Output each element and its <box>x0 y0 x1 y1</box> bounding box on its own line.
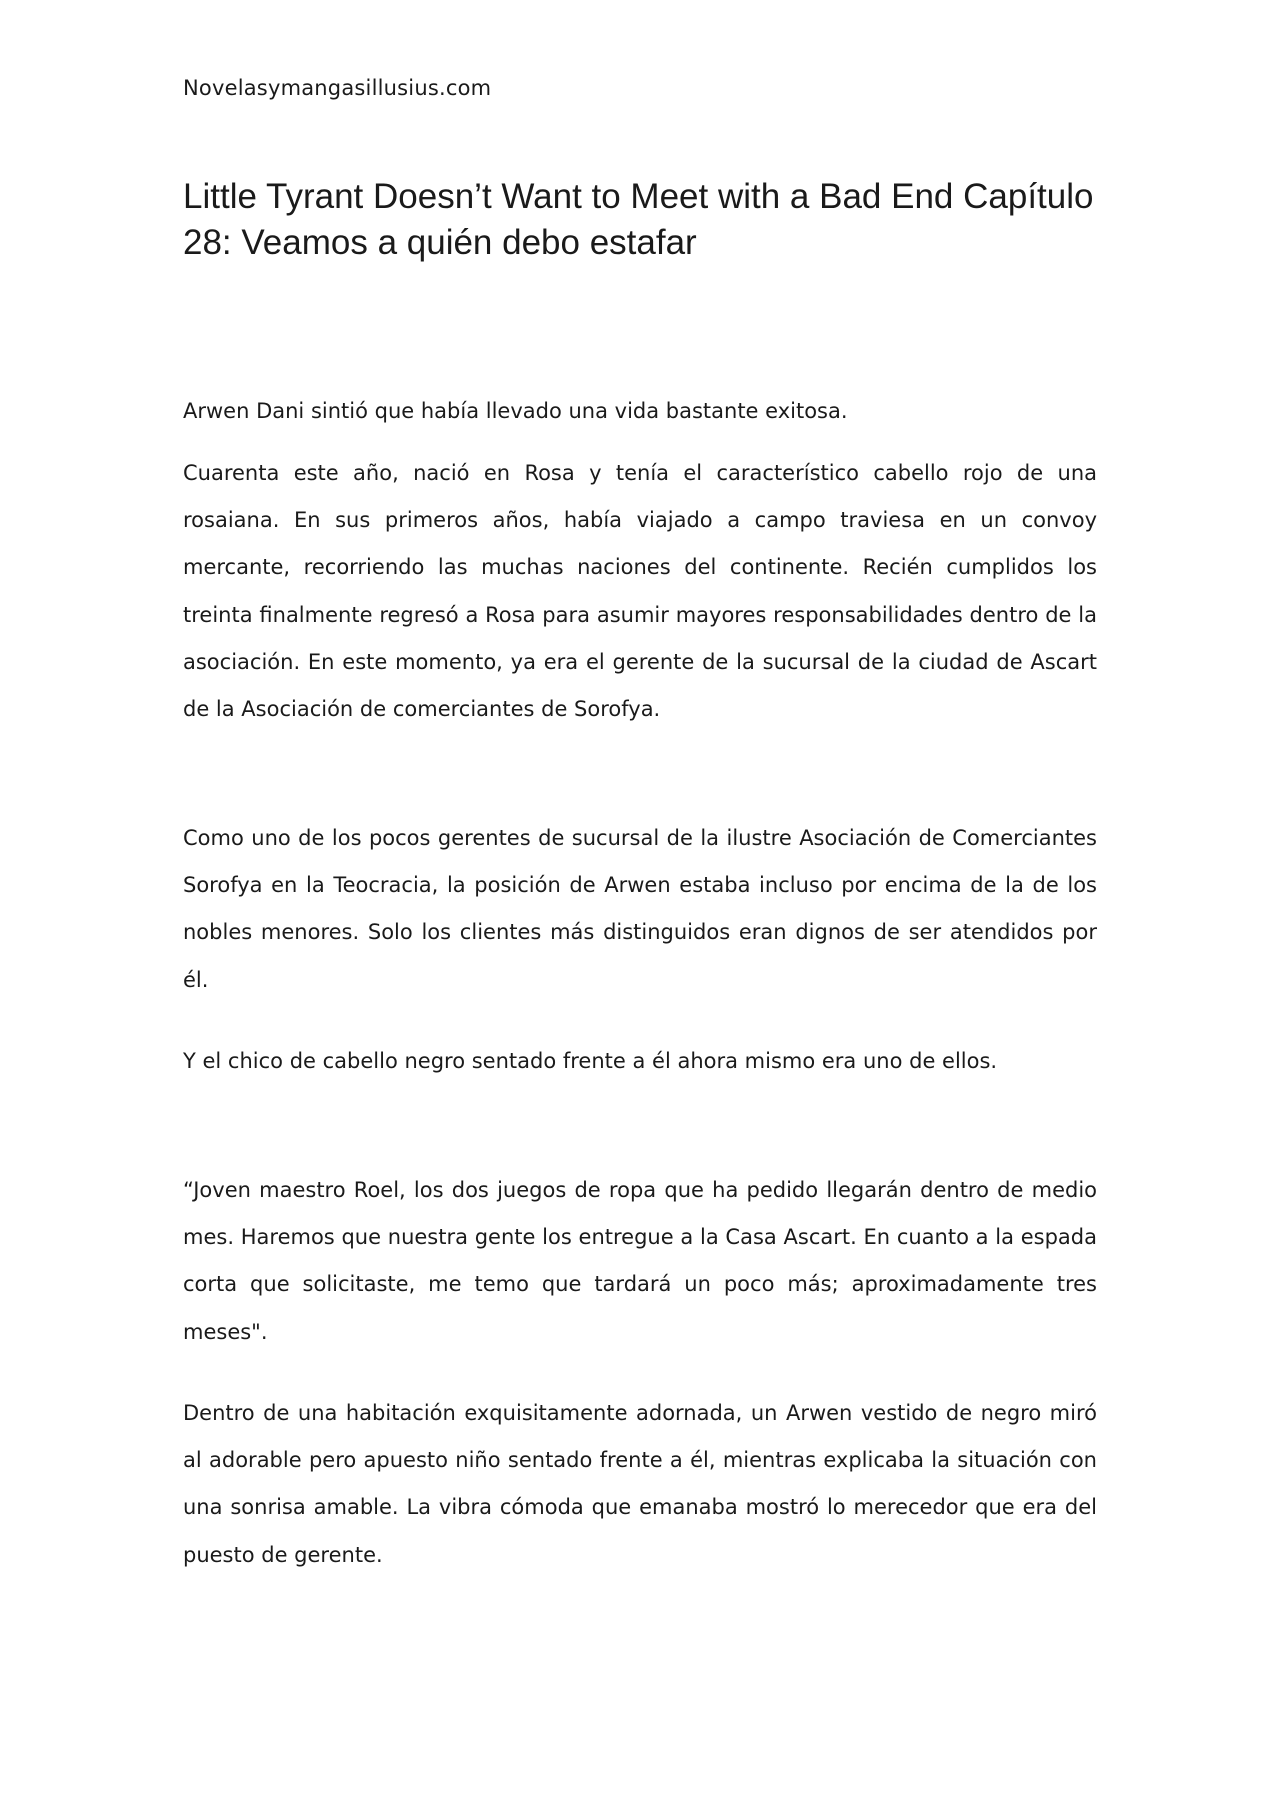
paragraph: “Joven maestro Roel, los dos juegos de ropa que ha pedido llegarán dentro de medio mes. Haremos que nuestra gente los entregue a la Casa Ascart. En cuanto a la espada corta que solicitaste, me temo que tardará un poco más; aproximadamente tres meses". <box>183 1178 1097 1344</box>
paragraph: Cuarenta este año, nació en Rosa y tenía el característico cabello rojo de una rosaiana. En sus primeros años, había viajado a campo traviesa en un convoy mercante, recorriendo las muchas naciones del continente. Recién cumplidos los treinta finalmente regresó a Rosa para asumir mayores responsabilidades dentro de la asociación. En este momento, ya era el gerente de la sucursal de la ciudad de Ascart de la Asociación de comerciantes de Sorofya. <box>183 461 1097 722</box>
chapter-title: Little Tyrant Doesn’t Want to Meet with a Bad End Capítulo 28: Veamos a quién debo estafar <box>183 177 1094 262</box>
paragraph: Y el chico de cabello negro sentado frente a él ahora mismo era uno de ellos. <box>183 1049 998 1073</box>
paragraph: Arwen Dani sintió que había llevado una vida bastante exitosa. <box>183 399 848 423</box>
site-name: Novelasymangasillusius.com <box>183 76 492 100</box>
paragraph: Dentro de una habitación exquisitamente adornada, un Arwen vestido de negro miró al adorable pero apuesto niño sentado frente a él, mientras explicaba la situación con una sonrisa amable. La vibra cómoda que emanaba mostró lo merecedor que era del puesto de gerente. <box>183 1401 1097 1567</box>
paragraph: Como uno de los pocos gerentes de sucursal de la ilustre Asociación de Comerciantes Sorofya en la Teocracia, la posición de Arwen estaba incluso por encima de la de los nobles menores. Solo los clientes más distinguidos eran dignos de ser atendidos por él. <box>183 826 1097 992</box>
